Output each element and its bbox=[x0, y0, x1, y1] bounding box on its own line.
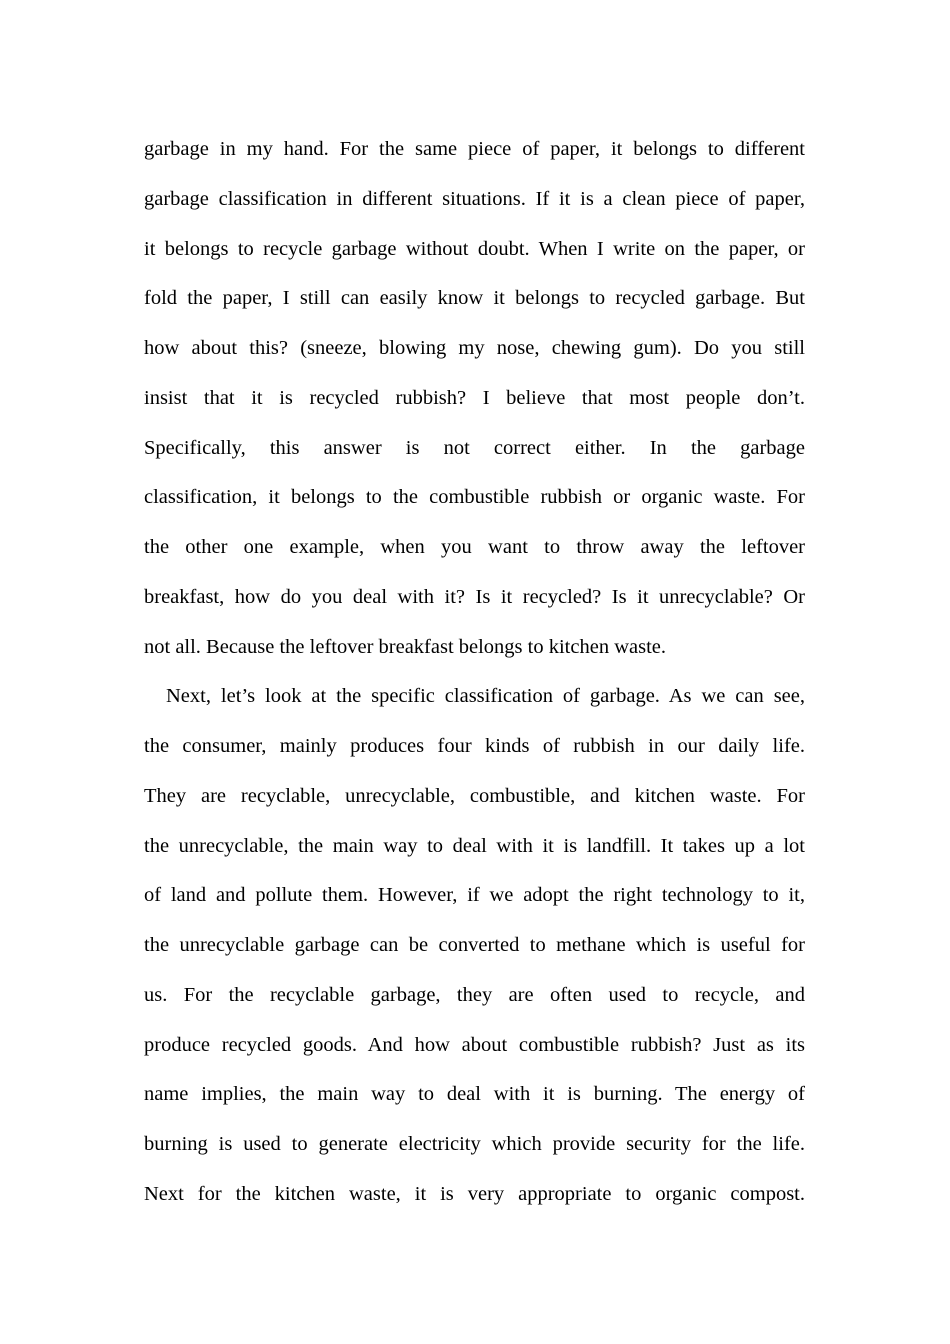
text-line: burning is used to generate electricity which provide security for the life. bbox=[144, 1133, 805, 1155]
text-line: the consumer, mainly produces four kinds of rubbish in our daily life. bbox=[144, 735, 805, 757]
paragraph-start-line: Next, let’s look at the specific classification of garbage. As we can see, bbox=[166, 685, 805, 708]
text-line: the unrecyclable garbage can be converted to methane which is useful for bbox=[144, 934, 805, 956]
text-line: fold the paper, I still can easily know it belongs to recycled garbage. But bbox=[144, 287, 805, 310]
text-line: insist that it is recycled rubbish? I believe that most people don’t. bbox=[144, 386, 805, 409]
text-line: They are recyclable, unrecyclable, combustible, and kitchen waste. For bbox=[144, 784, 805, 807]
text-line: garbage in my hand. For the same piece of paper, it belongs to different bbox=[144, 138, 805, 160]
text-line: of land and pollute them. However, if we adopt the right technology to it, bbox=[144, 884, 805, 907]
text-line: the unrecyclable, the main way to deal with it is landfill. It takes up a lot bbox=[144, 834, 805, 857]
text-line: not all. Because the leftover breakfast belongs to kitchen waste. bbox=[144, 635, 666, 658]
text-line: produce recycled goods. And how about combustible rubbish? Just as its bbox=[144, 1033, 805, 1056]
text-line: us. For the recyclable garbage, they are often used to recycle, and bbox=[144, 983, 805, 1006]
text-line: how about this? (sneeze, blowing my nose, chewing gum). Do you still bbox=[144, 337, 805, 359]
text-line: it belongs to recycle garbage without doubt. When I write on the paper, or bbox=[144, 237, 805, 260]
text-line: Specifically, this answer is not correct either. In the garbage bbox=[144, 436, 805, 459]
text-line: garbage classification in different situations. If it is a clean piece of paper, bbox=[144, 187, 805, 210]
text-line: name implies, the main way to deal with it is burning. The energy of bbox=[144, 1083, 805, 1106]
text-line: classification, it belongs to the combustible rubbish or organic waste. For bbox=[144, 486, 805, 509]
body-text bbox=[144, 125, 805, 1220]
text-line: Next for the kitchen waste, it is very appropriate to organic compost. bbox=[144, 1182, 805, 1205]
text-line: breakfast, how do you deal with it? Is it recycled? Is it unrecyclable? Or bbox=[144, 585, 805, 608]
text-line: the other one example, when you want to throw away the leftover bbox=[144, 536, 805, 558]
